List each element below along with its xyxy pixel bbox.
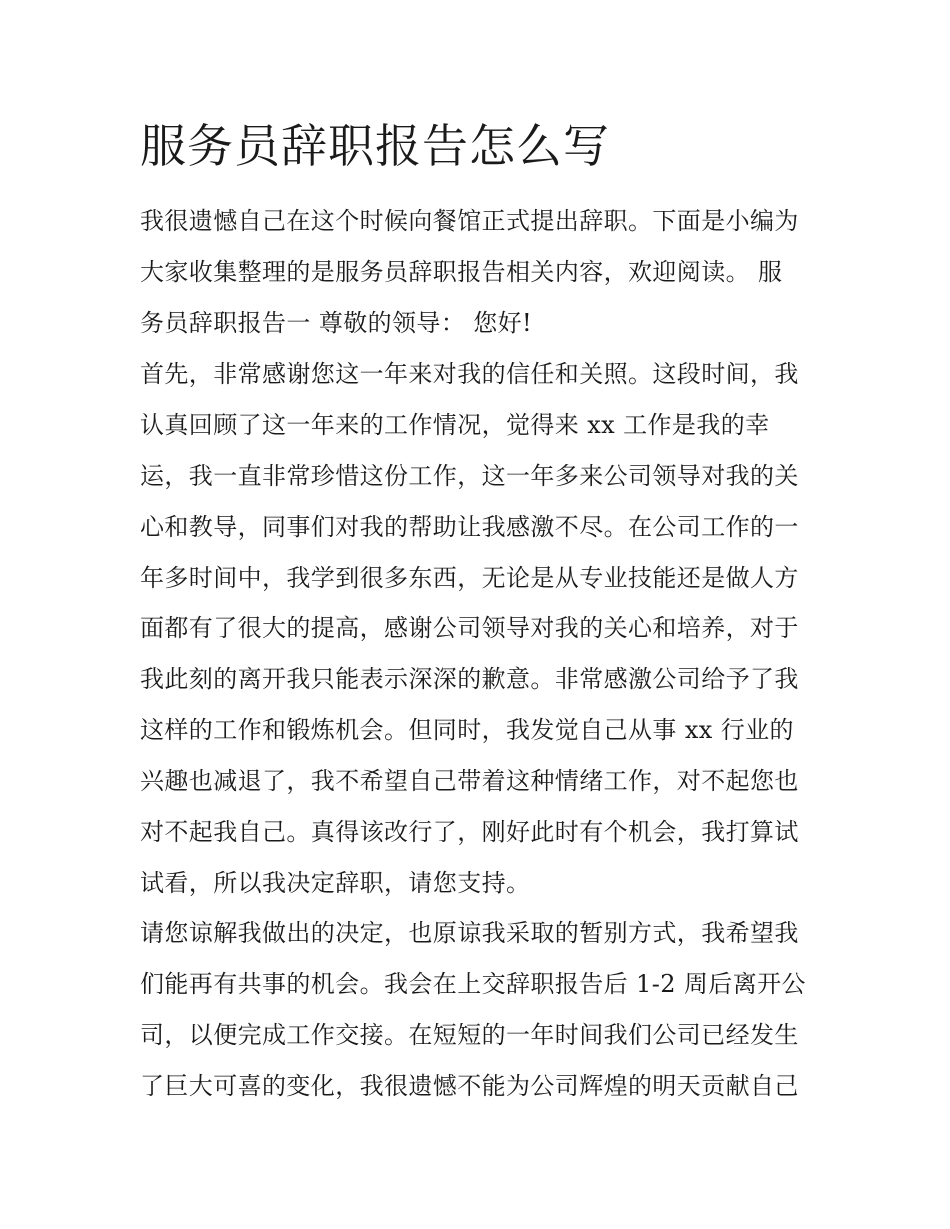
document-title: 服务员辞职报告怎么写	[140, 119, 610, 173]
body-line: 认真回顾了这一年来的工作情况，觉得来 xx 工作是我的幸	[140, 411, 770, 439]
body-line: 对不起我自己。真得该改行了，刚好此时有个机会，我打算试	[140, 818, 799, 846]
body-line: 运，我一直非常珍惜这份工作，这一年多来公司领导对我的关	[140, 462, 799, 490]
body-line: 请您谅解我做出的决定，也原谅我采取的暂别方式，我希望我	[140, 919, 799, 947]
body-line: 了巨大可喜的变化，我很遗憾不能为公司辉煌的明天贡献自己	[140, 1072, 799, 1100]
body-line: 务员辞职报告一 尊敬的领导： 您好!	[140, 309, 533, 337]
body-line: 年多时间中，我学到很多东西，无论是从专业技能还是做人方	[140, 564, 799, 592]
body-line: 我此刻的离开我只能表示深深的歉意。非常感激公司给予了我	[140, 665, 799, 693]
body-line: 心和教导，同事们对我的帮助让我感激不尽。在公司工作的一	[140, 513, 799, 541]
body-line: 我很遗憾自己在这个时候向餐馆正式提出辞职。下面是小编为	[140, 207, 799, 235]
body-line: 兴趣也减退了，我不希望自己带着这种情绪工作，对不起您也	[140, 767, 799, 795]
body-line: 司，以便完成工作交接。在短短的一年时间我们公司已经发生	[140, 1021, 799, 1049]
body-line: 大家收集整理的是服务员辞职报告相关内容，欢迎阅读。 服	[140, 258, 783, 286]
body-line: 这样的工作和锻炼机会。但同时，我发觉自己从事 xx 行业的	[140, 716, 794, 744]
body-line: 首先，非常感谢您这一年来对我的信任和关照。这段时间，我	[140, 360, 799, 388]
body-line: 们能再有共事的机会。我会在上交辞职报告后 1-2 周后离开公	[140, 970, 806, 998]
body-line: 试看，所以我决定辞职，请您支持。	[140, 869, 531, 897]
body-line: 面都有了很大的提高，感谢公司领导对我的关心和培养，对于	[140, 614, 799, 642]
